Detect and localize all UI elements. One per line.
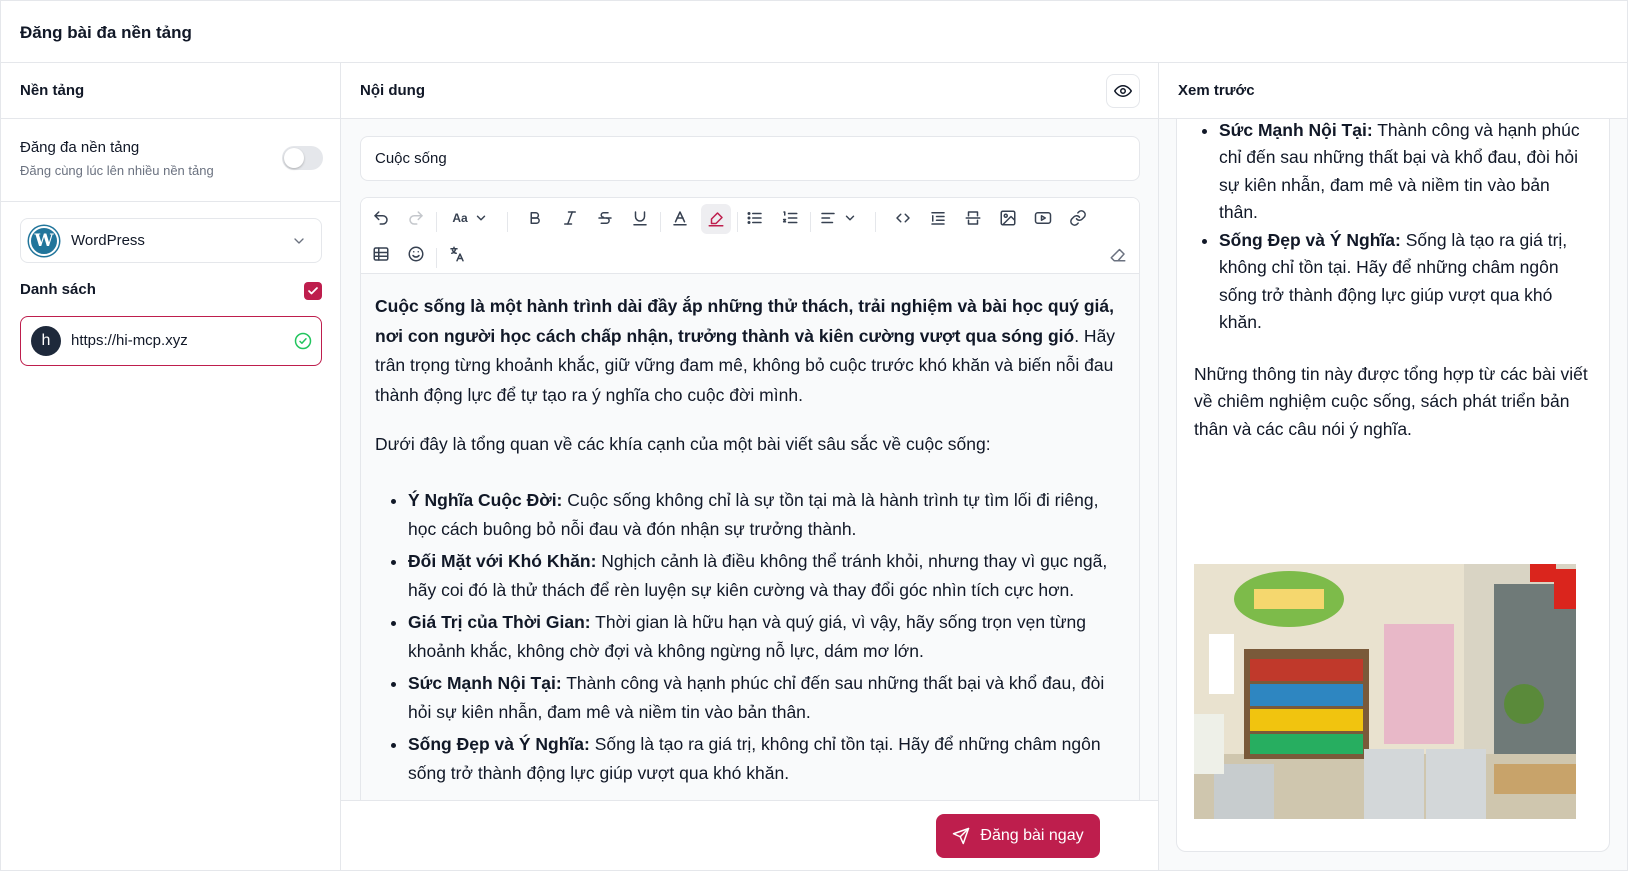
preview-list bbox=[1194, 119, 1592, 337]
platform-select-value: WordPress bbox=[71, 232, 145, 249]
preview-content bbox=[1194, 119, 1592, 443]
align-dropdown[interactable] bbox=[814, 204, 862, 232]
publish-now-label: Đăng bài ngay bbox=[980, 827, 1084, 844]
link-icon bbox=[1069, 209, 1087, 227]
chevron-down-icon bbox=[291, 233, 307, 249]
list-item bbox=[408, 486, 1125, 545]
bold-button[interactable] bbox=[521, 204, 549, 232]
redo-icon bbox=[407, 209, 425, 227]
highlight-button[interactable] bbox=[701, 204, 731, 234]
table-icon bbox=[372, 245, 390, 263]
platforms-heading: Nền tảng bbox=[20, 82, 85, 99]
indent-icon bbox=[929, 209, 947, 227]
preview-card[interactable] bbox=[1176, 119, 1610, 852]
list-item bbox=[408, 608, 1125, 667]
ordered-list-icon bbox=[781, 209, 799, 227]
app-header bbox=[1, 1, 1628, 63]
font-size-dropdown[interactable] bbox=[446, 204, 494, 232]
site-url: https://hi-mcp.xyz bbox=[71, 332, 188, 349]
ordered-list-button[interactable] bbox=[776, 204, 804, 232]
content-panel bbox=[341, 63, 1159, 870]
list-item bbox=[408, 547, 1125, 606]
platforms-panel bbox=[1, 63, 341, 870]
intro-bold-text: Cuộc sống là một hành trình dài đầy ắp những thử thách, trải nghiệm và bài học quý giá, nơi con người học cách chấp nhận, trưởng thành và kiên cường vượt qua sóng gió bbox=[375, 296, 1115, 346]
table-button[interactable] bbox=[367, 240, 395, 268]
select-all-checkbox[interactable] bbox=[304, 282, 322, 300]
strikethrough-icon bbox=[596, 209, 614, 227]
intro-paragraph bbox=[375, 292, 1125, 410]
eye-icon bbox=[1114, 82, 1132, 100]
platforms-panel-header bbox=[1, 63, 340, 119]
editor-content[interactable] bbox=[361, 274, 1139, 802]
platform-select[interactable] bbox=[20, 218, 322, 263]
code-button[interactable] bbox=[889, 204, 917, 232]
text-color-button[interactable] bbox=[666, 204, 694, 232]
rich-text-editor bbox=[360, 197, 1140, 802]
video-icon bbox=[1034, 209, 1052, 227]
content-heading: Nội dung bbox=[360, 82, 425, 99]
classroom-photo bbox=[1194, 564, 1576, 819]
list-item-title: Sống Đẹp và Ý Nghĩa: bbox=[408, 733, 590, 754]
emoji-button[interactable] bbox=[402, 240, 430, 268]
content-list bbox=[375, 486, 1125, 789]
image-icon bbox=[999, 209, 1017, 227]
image-button[interactable] bbox=[994, 204, 1022, 232]
preview-panel bbox=[1159, 63, 1627, 870]
italic-icon bbox=[561, 209, 579, 227]
strikethrough-button[interactable] bbox=[591, 204, 619, 232]
send-icon bbox=[952, 827, 970, 845]
overview-paragraph: Dưới đây là tổng quan về các khía cạnh của một bài viết sâu sắc về cuộc sống: bbox=[375, 434, 991, 454]
preview-image bbox=[1194, 564, 1576, 819]
video-button[interactable] bbox=[1029, 204, 1057, 232]
editor-toolbar bbox=[361, 198, 1139, 274]
preview-list-title: Sức Mạnh Nội Tại: bbox=[1219, 119, 1373, 140]
bullet-list-button[interactable] bbox=[741, 204, 769, 232]
list-item-title: Đối Mặt với Khó Khăn: bbox=[408, 550, 597, 571]
preview-heading: Xem trước bbox=[1178, 82, 1255, 99]
list-item-text: Thành công và hạnh phúc chỉ đến sau những thất bại và khổ đau, đòi hỏi sự kiên nhẫn, đam mê và niềm tin vào bản thân. bbox=[408, 672, 1105, 722]
clear-format-button[interactable] bbox=[1104, 240, 1132, 268]
list-item-title: Ý Nghĩa Cuộc Đời: bbox=[408, 489, 563, 510]
page-break-button[interactable] bbox=[959, 204, 987, 232]
multi-platform-description: Đăng cùng lúc lên nhiều nền tảng bbox=[20, 163, 214, 178]
wordpress-icon: W bbox=[29, 226, 59, 256]
publish-now-button[interactable] bbox=[936, 814, 1100, 858]
bullet-list-icon bbox=[746, 209, 764, 227]
underline-icon bbox=[631, 209, 649, 227]
site-avatar: h bbox=[31, 326, 61, 356]
link-button[interactable] bbox=[1064, 204, 1092, 232]
indent-button[interactable] bbox=[924, 204, 952, 232]
preview-list-title: Sống Đẹp và Ý Nghĩa: bbox=[1219, 229, 1401, 250]
list-item-text: Sống là tạo ra giá trị, không chỉ tồn tại. Hãy để những châm ngôn sống trở thành động lực giúp vượt qua khó khăn. bbox=[408, 733, 1101, 783]
translate-button[interactable] bbox=[443, 240, 471, 268]
check-icon bbox=[307, 285, 319, 297]
list-item-title: Giá Trị của Thời Gian: bbox=[408, 611, 591, 632]
preview-panel-header bbox=[1159, 63, 1627, 119]
post-title-input[interactable] bbox=[360, 136, 1140, 181]
translate-icon bbox=[448, 245, 466, 263]
list-item bbox=[408, 669, 1125, 728]
content-panel-header bbox=[341, 63, 1158, 119]
highlight-icon bbox=[707, 210, 725, 228]
underline-button[interactable] bbox=[626, 204, 654, 232]
bold-icon bbox=[526, 209, 544, 227]
multi-platform-label: Đăng đa nền tảng bbox=[20, 139, 140, 156]
site-list-heading: Danh sách bbox=[20, 281, 96, 298]
multi-platform-toggle-row bbox=[1, 119, 340, 202]
list-item bbox=[408, 730, 1125, 789]
multi-platform-switch[interactable] bbox=[282, 146, 323, 170]
toggle-preview-button[interactable] bbox=[1106, 74, 1140, 108]
text-color-icon bbox=[671, 209, 689, 227]
site-list-item[interactable] bbox=[20, 316, 322, 366]
list-item-text: Thời gian là hữu hạn và quý giá, vì vậy, hãy sống trọn vẹn từng khoảnh khắc, không chờ đợi và không ngừng nỗ lực, dám mơ lớn. bbox=[408, 611, 1087, 661]
font-size-icon: Aa bbox=[452, 211, 468, 225]
intro-text: . Hãy trân trọng từng khoảnh khắc, giữ vững đam mê, không bỏ cuộc trước khó khăn và biến nỗi đau thành động lực để tự tạo ra ý nghĩa cho cuộc đời mình. bbox=[375, 325, 1116, 405]
chevron-down-icon bbox=[843, 211, 857, 225]
preview-list-item bbox=[1219, 227, 1592, 337]
preview-list-item bbox=[1219, 119, 1592, 227]
list-item-text: Nghịch cảnh là điều không thể tránh khỏi, nhưng thay vì gục ngã, hãy coi đó là thử thách để rèn luyện sự kiên cường và thay đổi góc nhìn tích cực hơn. bbox=[408, 550, 1108, 600]
content-footer bbox=[341, 800, 1158, 870]
italic-button[interactable] bbox=[556, 204, 584, 232]
switch-knob bbox=[284, 148, 304, 168]
undo-button[interactable] bbox=[367, 204, 395, 232]
page-break-icon bbox=[964, 209, 982, 227]
list-item-text: Cuộc sống không chỉ là sự tồn tại mà là hành trình tự tìm lối đi riêng, học cách buông bỏ nỗi đau và đón nhận sự trưởng thành. bbox=[408, 489, 1099, 539]
preview-list-text: Thành công và hạnh phúc chỉ đến sau những thất bại và khổ đau, đòi hỏi sự kiên nhẫn, đam mê và niềm tin vào bản thân. bbox=[1219, 119, 1580, 222]
check-circle-icon bbox=[294, 332, 312, 350]
preview-closing-paragraph: Những thông tin này được tổng hợp từ các bài viết về chiêm nghiệm cuộc sống, sách phát triển bản thân và các câu nói ý nghĩa. bbox=[1194, 363, 1588, 439]
eraser-icon bbox=[1109, 245, 1127, 263]
chevron-down-icon bbox=[474, 211, 488, 225]
list-item-title: Sức Mạnh Nội Tại: bbox=[408, 672, 562, 693]
code-icon bbox=[894, 209, 912, 227]
page-title: Đăng bài đa nền tảng bbox=[20, 23, 192, 42]
undo-icon bbox=[372, 209, 390, 227]
preview-list-text: Sống là tạo ra giá trị, không chỉ tồn tại. Hãy để những châm ngôn sống trở thành động lực giúp vượt qua khó khăn. bbox=[1219, 229, 1568, 332]
align-icon bbox=[819, 209, 837, 227]
emoji-icon bbox=[407, 245, 425, 263]
redo-button[interactable] bbox=[402, 204, 430, 232]
